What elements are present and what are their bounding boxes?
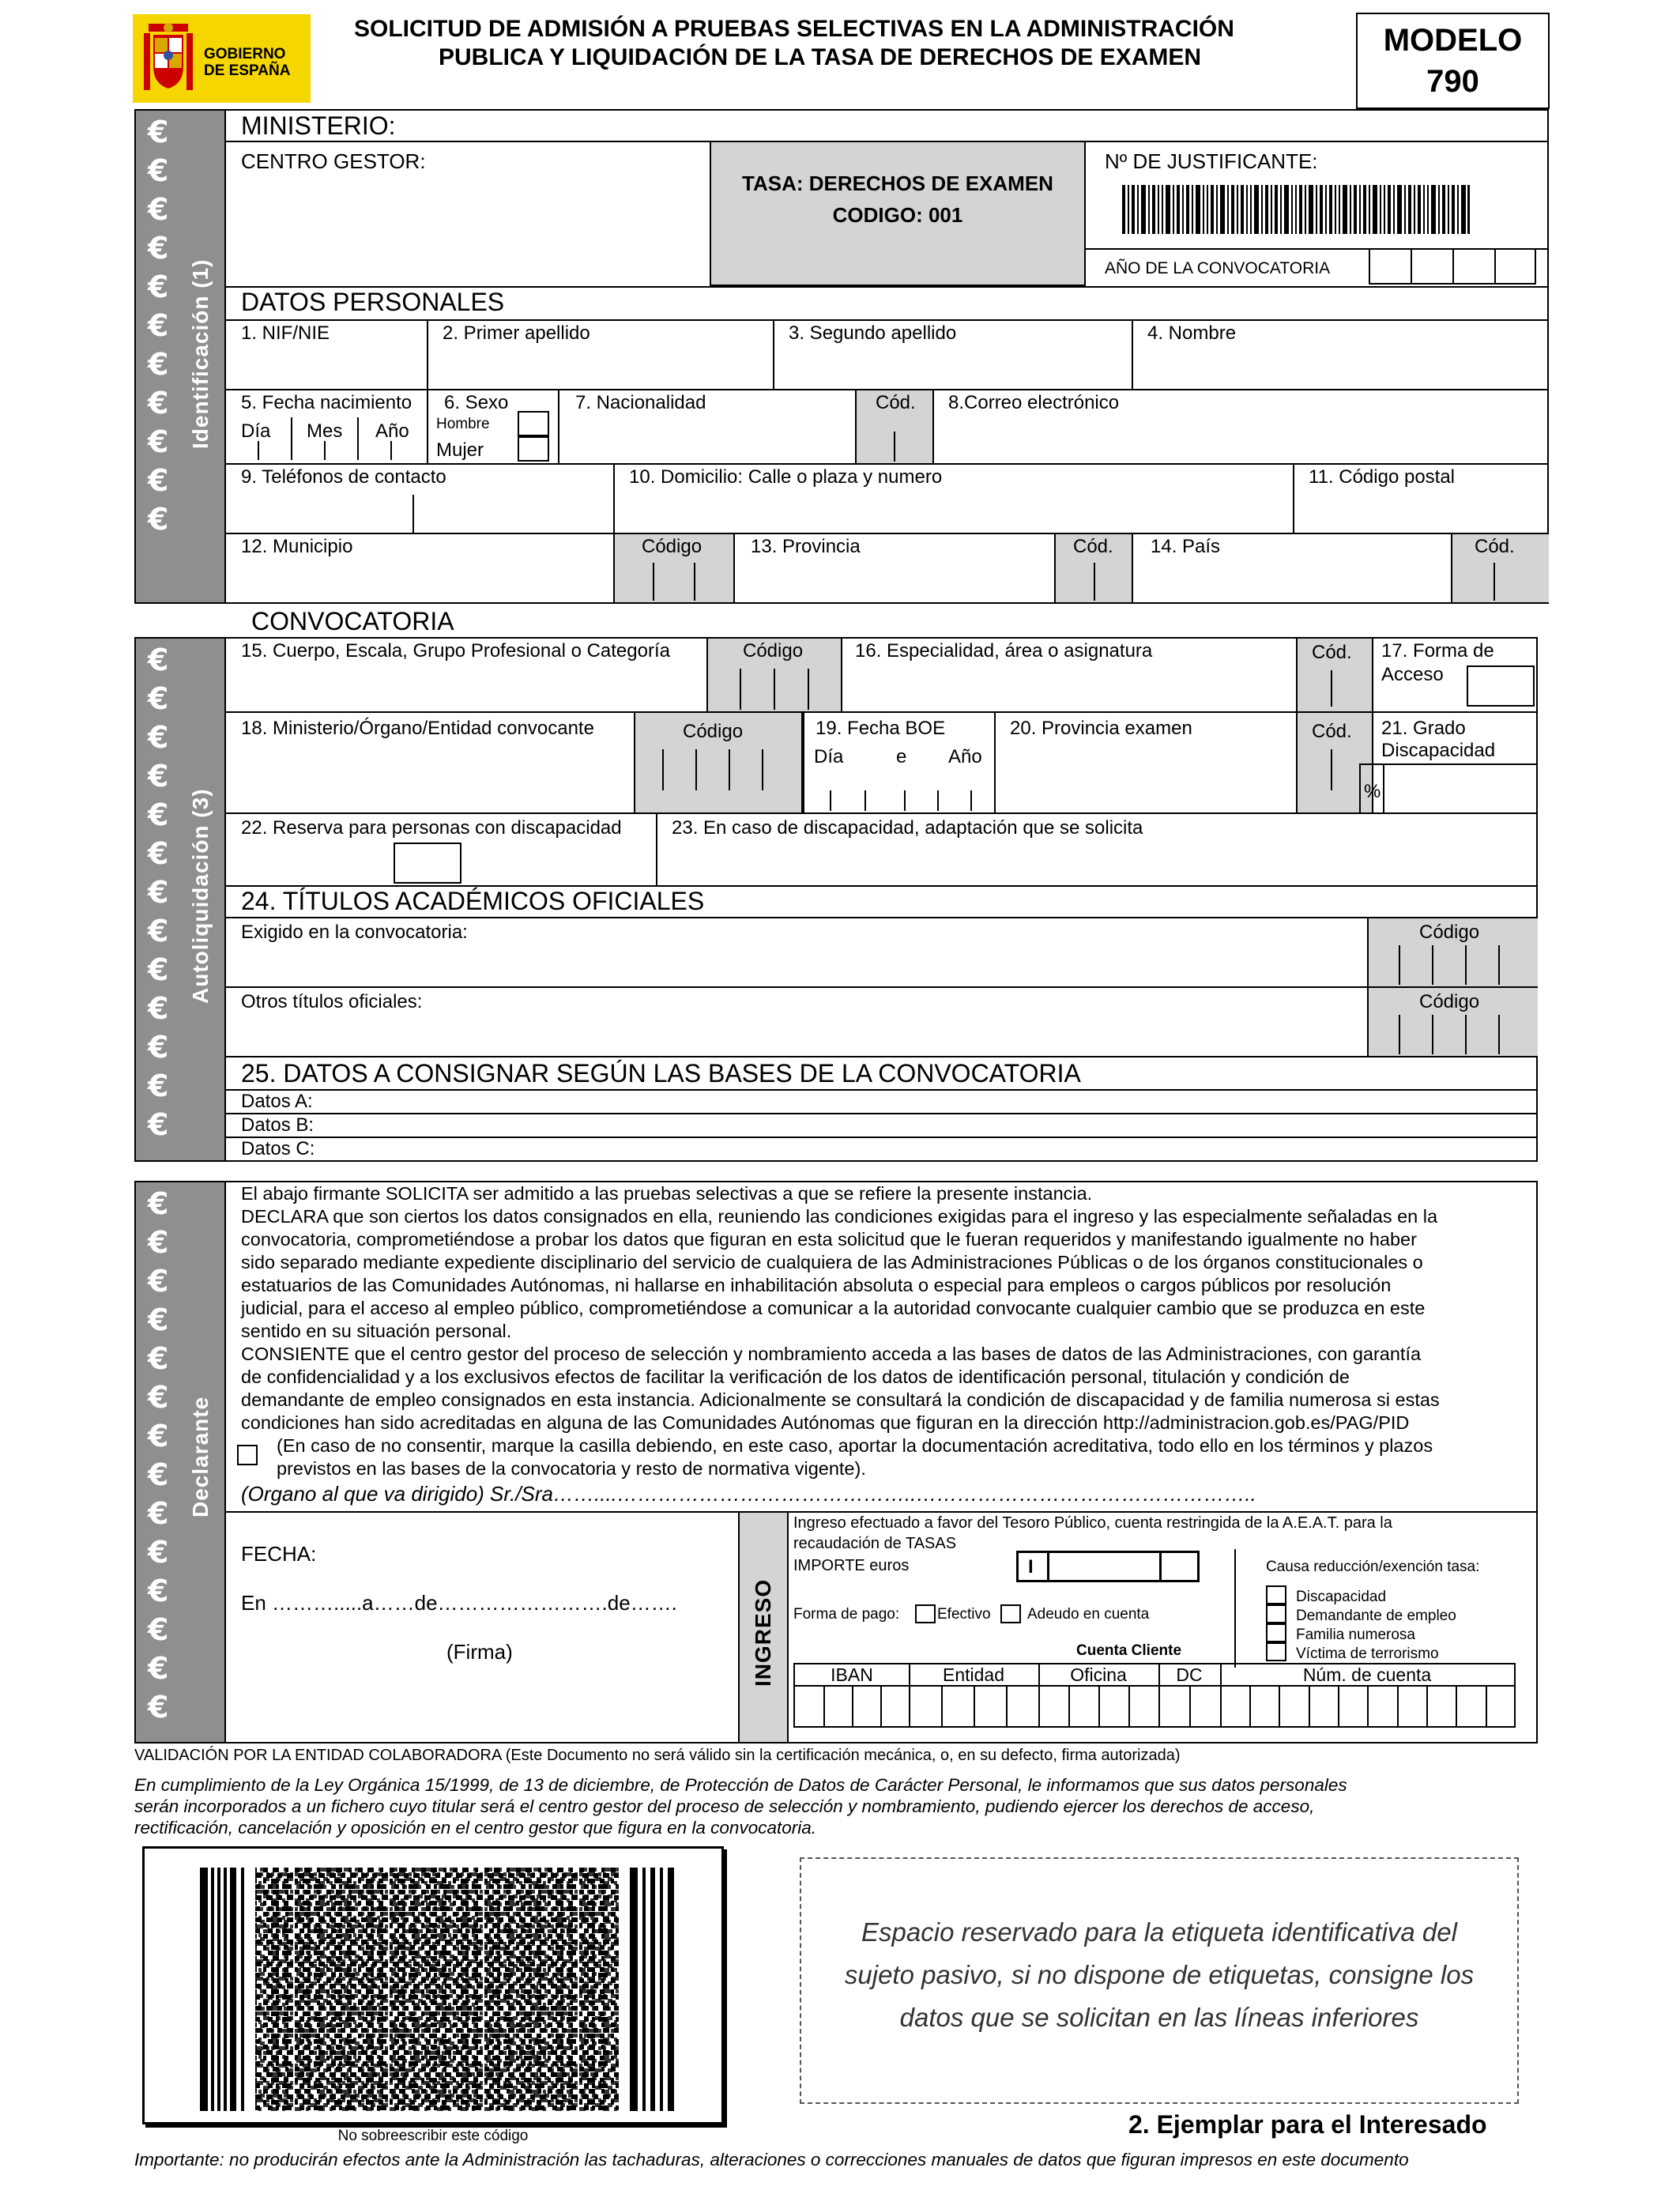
codigo-postal-field[interactable]: 11. Código postal <box>1309 466 1456 488</box>
euro-icon: € <box>148 270 169 304</box>
declaration-line: sentido en su situación personal. <box>241 1321 512 1341</box>
euro-icon: € <box>148 797 169 832</box>
euro-icon: € <box>148 347 169 382</box>
datos-personales-heading: DATOS PERSONALES <box>241 288 505 316</box>
hombre-checkbox[interactable] <box>518 411 549 436</box>
declaration-line: de confidencialidad y a los exclusivos efectos de facilitar la verificación de los datos de identificación personal, titulación y condición de <box>241 1367 1350 1387</box>
euro-icon: € <box>148 463 169 498</box>
declaration-line: El abajo firmante SOLICITA ser admitido a las pruebas selectivas a que se refiere la presente instancia. <box>241 1183 1093 1204</box>
fecha-nacimiento-label: 5. Fecha nacimiento <box>241 392 412 413</box>
otros-titulos-codigo-label: Código <box>1419 991 1480 1012</box>
grado-discapacidad-label-2: Discapacidad <box>1381 740 1496 761</box>
identificacion-label: Identificación (1) <box>188 258 213 449</box>
euro-icon: € <box>148 308 169 343</box>
titulo-exigido-field[interactable]: Exigido en la convocatoria: <box>241 922 468 943</box>
datos-bases-heading: 25. DATOS A CONSIGNAR SEGÚN LAS BASES DE LA CONVOCATORIA <box>241 1059 1081 1088</box>
fecha-boe-dia-label: Día <box>814 746 844 767</box>
ministerio-label: MINISTERIO: <box>241 111 396 140</box>
datos-b-field[interactable]: Datos B: <box>241 1114 315 1136</box>
tasa-title: TASA: DERECHOS DE EXAMEN <box>742 172 1053 195</box>
euro-icon: € <box>148 115 169 149</box>
discapacidad-checkbox[interactable] <box>1266 1585 1286 1604</box>
ano-convocatoria-label: AÑO DE LA CONVOCATORIA <box>1105 259 1331 277</box>
correo-field[interactable]: 8.Correo electrónico <box>948 392 1120 413</box>
autoliquidacion-label: Autoliquidación (3) <box>188 788 213 1004</box>
euro-icon: € <box>148 1419 169 1453</box>
grado-discapacidad-input[interactable] <box>1359 763 1538 812</box>
especialidad-field[interactable]: 16. Especialidad, área o asignatura <box>855 640 1153 662</box>
fecha-boe-e-label: e <box>896 746 907 767</box>
cuerpo-field[interactable]: 15. Cuerpo, Escala, Grupo Profesional o Categoría <box>241 640 670 662</box>
datos-c-field[interactable]: Datos C: <box>241 1138 315 1159</box>
fecha-label: FECHA: <box>241 1542 317 1566</box>
centro-gestor-field[interactable]: CENTRO GESTOR: <box>241 149 426 173</box>
no-sobreescribir-label: No sobreescribir este código <box>337 2128 529 2144</box>
euro-icon: € <box>148 1225 169 1260</box>
euro-icon: € <box>148 991 169 1026</box>
euro-icon: € <box>148 1069 169 1103</box>
euro-icon: € <box>148 1341 169 1376</box>
euro-icon: € <box>148 1380 169 1415</box>
euro-icon: € <box>148 1574 169 1608</box>
validacion-note: VALIDACIÓN POR LA ENTIDAD COLABORADORA (Este Documento no será válido sin la certificación mecánica, o, en su defecto, firma autorizada) <box>134 1747 1181 1764</box>
titulos-heading: 24. TÍTULOS ACADÉMICOS OFICIALES <box>241 887 705 915</box>
declaration-line: condiciones han sido acreditadas en alguna de las Comunidades Autónomas que figuran en la dirección http://administracion.gob.es/PAG/PID <box>241 1412 1410 1433</box>
etiqueta-line-1: Espacio reservado para la etiqueta identificativa del <box>861 1917 1457 1947</box>
hombre-label: Hombre <box>436 416 490 432</box>
fecha-dia-label: Día <box>241 420 271 442</box>
euro-icon: € <box>148 952 169 987</box>
familia-numerosa-checkbox[interactable] <box>1266 1623 1286 1642</box>
convocatoria-heading: CONVOCATORIA <box>251 607 454 635</box>
lopd-line-3: rectificación, cancelación y oposición en el centro gestor que figura en la convocatoria. <box>134 1818 816 1838</box>
reserva-discapacidad-label: 22. Reserva para personas con discapacidad <box>241 817 622 839</box>
coat-of-arms-icon <box>144 21 193 96</box>
adaptacion-field[interactable]: 23. En caso de discapacidad, adaptación que se solicita <box>672 817 1143 839</box>
lopd-line-2: serán incorporados a un fichero cuyo titular será el centro gestor del proceso de selección y nombramiento, pudiendo ejercer los derechos de acceso, <box>134 1796 1315 1816</box>
consent-note-line2: previstos en las bases de la convocatoria y resto de normativa vigente). <box>277 1458 866 1479</box>
pdf417-barcode-icon <box>200 1868 674 2111</box>
iban-header: IBAN <box>831 1664 873 1685</box>
efectivo-label: Efectivo <box>937 1606 991 1623</box>
tasa-code: CODIGO: 001 <box>832 203 963 227</box>
victima-terrorismo-checkbox[interactable] <box>1266 1642 1286 1661</box>
segundo-apellido-field[interactable]: 3. Segundo apellido <box>789 322 957 344</box>
forma-acceso-label: 17. Forma de <box>1381 640 1494 662</box>
declaration-line: CONSIENTE que el centro gestor del proceso de selección y nombramiento acceda a las bases de datos de las Administraciones, con garantía <box>241 1344 1422 1364</box>
reserva-discapacidad-input[interactable] <box>394 843 461 884</box>
importe-value: I <box>1028 1556 1034 1578</box>
euro-icon: € <box>148 875 169 910</box>
demandante-label: Demandante de empleo <box>1296 1608 1456 1624</box>
euro-icon: € <box>148 1302 169 1337</box>
firma-label: (Firma) <box>446 1640 513 1664</box>
barcode-justificante <box>1122 185 1470 234</box>
victima-terrorismo-label: Víctima de terrorismo <box>1296 1646 1439 1662</box>
num-cuenta-header: Núm. de cuenta <box>1302 1664 1432 1685</box>
no-consent-checkbox[interactable] <box>237 1445 258 1465</box>
telefonos-field[interactable]: 9. Teléfonos de contacto <box>241 466 446 488</box>
especialidad-cod-label: Cód. <box>1312 642 1352 663</box>
euro-icon: € <box>148 386 169 420</box>
mujer-label: Mujer <box>436 439 484 461</box>
euro-icon: € <box>148 424 169 459</box>
domicilio-field[interactable]: 10. Domicilio: Calle o plaza y numero <box>629 466 943 488</box>
euro-icon: € <box>148 1457 169 1492</box>
provincia-examen-field[interactable]: 20. Provincia examen <box>1010 718 1192 739</box>
modelo-label: MODELO <box>1383 23 1523 58</box>
nif-field[interactable]: 1. NIF/NIE <box>241 322 330 344</box>
form-title-line1: SOLICITUD DE ADMISIÓN A PRUEBAS SELECTIVAS EN LA ADMINISTRACIÓN <box>354 16 1234 42</box>
adeudo-checkbox[interactable] <box>1000 1604 1021 1623</box>
lopd-line-1: En cumplimiento de la Ley Orgánica 15/1999, de 13 de diciembre, de Protección de Datos de Carácter Personal, le informamos que sus datos personales <box>134 1775 1347 1795</box>
organo-destino-field[interactable]: (Organo al que va dirigido) Sr./Sra……....……………………………………..………………………………………….. <box>241 1482 1256 1506</box>
etiqueta-line-3: datos que se solicitan en las líneas inferiores <box>899 2003 1419 2032</box>
declaration-line: sido separado mediante expediente disciplinario del servicio de cualquiera de las Administraciones Públicas o de los órganos constitucionales o <box>241 1252 1423 1272</box>
modelo-number: 790 <box>1426 64 1479 99</box>
logo-text: GOBIERNO DE ESPAÑA <box>204 46 291 79</box>
fecha-mes-label: Mes <box>307 420 343 442</box>
provincia-field[interactable]: 13. Provincia <box>751 536 861 557</box>
declaration-line: convocatoria, comprometiéndose a probar los datos que figuran en esta solicitud que le fueran requeridos y manifestando igualmente no haber <box>241 1229 1417 1250</box>
entidad-header: Entidad <box>942 1664 1004 1685</box>
euro-icon: € <box>148 914 169 948</box>
importe-input[interactable] <box>1016 1551 1200 1582</box>
discapacidad-label: Discapacidad <box>1296 1589 1387 1605</box>
declaration-line: demandante de empleo consignados en esta instancia. Adicionalmente se consultará la condición de discapacidad y de familia numerosa si estas <box>241 1389 1440 1410</box>
fecha-boe-label: 19. Fecha BOE <box>816 718 946 739</box>
euro-icon: € <box>148 836 169 871</box>
municipio-codigo-label: Código <box>642 536 703 557</box>
otros-titulos-field[interactable]: Otros títulos oficiales: <box>241 991 423 1012</box>
euro-icon: € <box>148 759 169 794</box>
efectivo-checkbox[interactable] <box>915 1604 936 1623</box>
percent-label: % <box>1364 781 1381 802</box>
fecha-ano-label: Año <box>375 420 409 442</box>
declarante-label: Declarante <box>188 1396 213 1517</box>
euro-icon: € <box>148 1264 169 1299</box>
titulo-exigido-codigo-label: Código <box>1419 922 1480 943</box>
declaration-line: judicial, para el acceso al empleo público, comprometiéndose a comunicar a la autoridad convocante cualquier cambio que se produzca en este <box>241 1298 1426 1318</box>
forma-pago-label: Forma de pago: <box>793 1606 900 1623</box>
ejemplar-label: 2. Ejemplar para el Interesado <box>1128 2110 1487 2139</box>
pais-cod-label: Cód. <box>1475 536 1515 557</box>
forma-acceso-label-2: Acceso <box>1381 664 1444 685</box>
nacionalidad-cod-label: Cód. <box>876 392 916 413</box>
nombre-field[interactable]: 4. Nombre <box>1147 322 1237 344</box>
euro-icon: € <box>148 231 169 266</box>
ingreso-label: INGRESO <box>751 1578 775 1687</box>
primer-apellido-field[interactable]: 2. Primer apellido <box>443 322 590 344</box>
pais-field[interactable]: 14. País <box>1151 536 1221 557</box>
ministerio-convocante-field[interactable]: 18. Ministerio/Órgano/Entidad convocante <box>241 718 594 739</box>
cuenta-cliente-table[interactable] <box>793 1663 1516 1728</box>
municipio-field[interactable]: 12. Municipio <box>241 536 353 557</box>
ingreso-text-2: recaudación de TASAS <box>793 1535 957 1552</box>
euro-icon: € <box>148 1690 169 1725</box>
euro-icon: € <box>148 1496 169 1531</box>
justificante-label: Nº DE JUSTIFICANTE: <box>1105 149 1318 173</box>
cuerpo-codigo-label: Código <box>743 640 804 662</box>
euro-icon: € <box>148 502 169 537</box>
ministerio-codigo-label: Código <box>683 721 744 742</box>
euro-icon: € <box>148 1535 169 1570</box>
logo <box>133 14 311 103</box>
declaration-line: estatuarios de las Comunidades Autónomas, ni hallarse en inhabilitación absoluta o especial para empleos o cargos públicos por resolución <box>241 1275 1392 1295</box>
mujer-checkbox[interactable] <box>518 436 549 462</box>
euro-icon: € <box>148 681 169 716</box>
euro-icon: € <box>148 1186 169 1221</box>
declaration-line: DECLARA que son ciertos los datos consignados en ella, reuniendo las condiciones exigidas para el ingreso y las especialmente señaladas en la <box>241 1206 1438 1227</box>
fecha-boe-field[interactable] <box>830 790 988 812</box>
dc-header: DC <box>1176 1664 1203 1685</box>
lugar-fecha-field[interactable]: En ……….....a……de…………………….de……. <box>241 1591 677 1615</box>
etiqueta-line-2: sujeto pasivo, si no dispone de etiquetas, consigne los <box>844 1960 1475 1989</box>
form-title-line2: PUBLICA Y LIQUIDACIÓN DE LA TASA DE DERECHOS DE EXAMEN <box>439 44 1202 70</box>
consent-note-line1: (En caso de no consentir, marque la casilla debiendo, en este caso, aportar la documentación acreditativa, todo ello en los términos y plazos <box>277 1435 1433 1456</box>
euro-icon: € <box>148 643 169 677</box>
oficina-header: Oficina <box>1070 1664 1127 1685</box>
importe-label: IMPORTE euros <box>793 1557 910 1574</box>
provincia-examen-cod-label: Cód. <box>1312 721 1352 742</box>
euro-icon: € <box>148 720 169 755</box>
euro-icon: € <box>148 192 169 227</box>
euro-icon: € <box>148 153 169 188</box>
datos-a-field[interactable]: Datos A: <box>241 1091 313 1112</box>
barcode-2d <box>142 1846 724 2124</box>
fecha-nacimiento-field[interactable] <box>237 417 424 462</box>
provincia-cod-label: Cód. <box>1073 536 1113 557</box>
euro-icon: € <box>148 1612 169 1647</box>
forma-acceso-input[interactable] <box>1467 665 1535 707</box>
cuenta-cliente-label: Cuenta Cliente <box>1076 1642 1182 1659</box>
ingreso-text-1: Ingreso efectuado a favor del Tesoro Público, cuenta restringida de la A.E.A.T. para la <box>793 1514 1392 1532</box>
demandante-checkbox[interactable] <box>1266 1604 1286 1623</box>
euro-icon: € <box>148 1030 169 1065</box>
sexo-label: 6. Sexo <box>444 392 509 413</box>
nacionalidad-field[interactable]: 7. Nacionalidad <box>575 392 706 413</box>
euro-icon: € <box>148 1107 169 1142</box>
familia-numerosa-label: Familia numerosa <box>1296 1627 1415 1643</box>
grado-discapacidad-label: 21. Grado <box>1381 718 1466 739</box>
causa-label: Causa reducción/exención tasa: <box>1266 1559 1480 1575</box>
euro-icon: € <box>148 1651 169 1686</box>
adeudo-label: Adeudo en cuenta <box>1027 1606 1150 1623</box>
fecha-boe-ano-label: Año <box>948 746 982 767</box>
importante-note: Importante: no producirán efectos ante la Administración las tachaduras, alteraciones o correcciones manuales de datos que figuran impresos en este documento <box>134 2150 1409 2169</box>
